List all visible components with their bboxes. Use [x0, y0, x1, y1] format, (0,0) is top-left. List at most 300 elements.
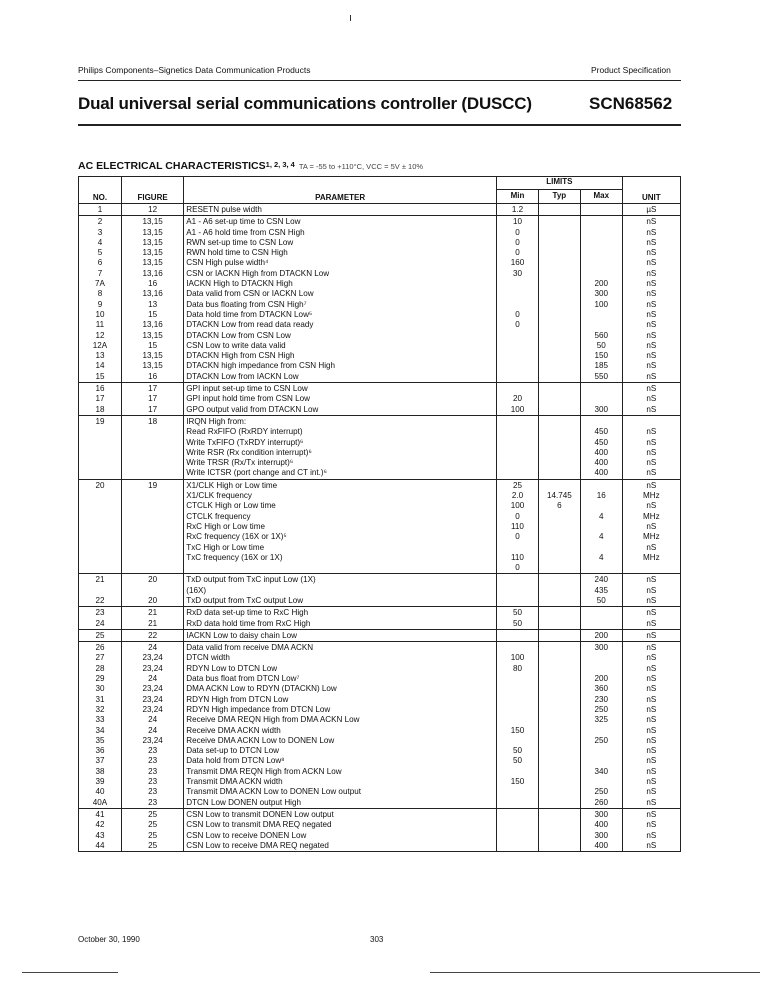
cell-unit: nS: [622, 216, 680, 228]
cell-parameter: Write TRSR (Rx/Tx interrupt)⁶: [184, 458, 497, 468]
table-row: [79, 394, 681, 404]
cell-no: 1: [79, 204, 122, 216]
table-row: [79, 695, 681, 705]
cell-figure: 13,15: [121, 228, 183, 238]
cell-min: 50: [497, 607, 539, 619]
cell-max: [580, 756, 622, 766]
cell-typ: [538, 820, 580, 830]
cell-no: [79, 458, 122, 468]
cell-max: [580, 310, 622, 320]
cell-unit: nS: [622, 479, 680, 491]
cell-typ: [538, 553, 580, 563]
cell-parameter: TxC frequency (16X or 1X): [184, 553, 497, 563]
cell-max: [580, 383, 622, 395]
table-row: [79, 448, 681, 458]
cell-min: 0: [497, 310, 539, 320]
cell-max: 450: [580, 427, 622, 437]
cell-figure: [121, 522, 183, 532]
cell-max: [580, 479, 622, 491]
cell-min: [497, 448, 539, 458]
section-notes: 1, 2, 3, 4: [265, 160, 295, 169]
cell-min: 0: [497, 238, 539, 248]
cell-figure: 23,24: [121, 653, 183, 663]
cell-max: 250: [580, 736, 622, 746]
cell-figure: 13,15: [121, 238, 183, 248]
cell-min: 100: [497, 501, 539, 511]
cell-unit: nS: [622, 746, 680, 756]
cell-max: [580, 228, 622, 238]
cell-min: 0: [497, 563, 539, 574]
cell-parameter: Data valid from receive DMA ACKN: [184, 642, 497, 654]
col-header-figure: FIGURE: [121, 177, 183, 204]
cell-parameter: X1/CLK frequency: [184, 491, 497, 501]
cell-max: [580, 522, 622, 532]
cell-min: [497, 289, 539, 299]
cell-figure: 25: [121, 841, 183, 852]
cell-min: [497, 787, 539, 797]
cell-typ: [538, 787, 580, 797]
cell-no: [79, 448, 122, 458]
cell-no: 5: [79, 248, 122, 258]
cell-max: 200: [580, 279, 622, 289]
cell-min: 10: [497, 216, 539, 228]
cell-typ: [538, 341, 580, 351]
cell-no: [79, 586, 122, 596]
cell-figure: 13,16: [121, 289, 183, 299]
table-row: [79, 586, 681, 596]
cell-figure: 13,15: [121, 216, 183, 228]
cell-unit: nS: [622, 522, 680, 532]
cell-unit: nS: [622, 238, 680, 248]
cell-unit: nS: [622, 427, 680, 437]
cell-figure: [121, 586, 183, 596]
cell-unit: [622, 415, 680, 427]
table-row: [79, 726, 681, 736]
cell-typ: [538, 798, 580, 809]
col-header-limits: LIMITS: [497, 177, 623, 190]
cell-parameter: Receive DMA ACKN Low to DONEN Low: [184, 736, 497, 746]
cell-parameter: DTCN Low DONEN output High: [184, 798, 497, 809]
cell-unit: nS: [622, 438, 680, 448]
cell-no: 11: [79, 320, 122, 330]
table-row: [79, 629, 681, 641]
cell-min: 30: [497, 269, 539, 279]
cell-unit: nS: [622, 458, 680, 468]
col-header-max: Max: [580, 190, 622, 204]
cell-figure: 19: [121, 479, 183, 491]
cell-unit: nS: [622, 619, 680, 630]
cell-max: [580, 746, 622, 756]
cell-min: 0: [497, 320, 539, 330]
cell-figure: 17: [121, 405, 183, 416]
cell-unit: nS: [622, 831, 680, 841]
cell-typ: [538, 258, 580, 268]
cell-parameter: DTACKN high impedance from CSN High: [184, 361, 497, 371]
cell-figure: 16: [121, 279, 183, 289]
cell-no: 44: [79, 841, 122, 852]
cell-min: [497, 458, 539, 468]
cell-typ: [538, 705, 580, 715]
cell-typ: [538, 351, 580, 361]
cell-figure: [121, 458, 183, 468]
cell-max: 4: [580, 532, 622, 542]
cell-max: [580, 204, 622, 216]
cell-typ: [538, 289, 580, 299]
table-row: [79, 841, 681, 852]
table-row: [79, 228, 681, 238]
cell-typ: [538, 415, 580, 427]
cell-no: 20: [79, 479, 122, 491]
cell-no: [79, 427, 122, 437]
cell-figure: 15: [121, 310, 183, 320]
cell-no: 21: [79, 574, 122, 586]
cell-max: 185: [580, 361, 622, 371]
cell-figure: 20: [121, 596, 183, 607]
table-row: [79, 553, 681, 563]
cell-typ: [538, 427, 580, 437]
cell-no: 43: [79, 831, 122, 841]
cell-min: [497, 705, 539, 715]
cell-unit: nS: [622, 468, 680, 479]
cell-parameter: RxC High or Low time: [184, 522, 497, 532]
cell-max: 300: [580, 405, 622, 416]
cell-no: 23: [79, 607, 122, 619]
table-row: [79, 501, 681, 511]
cell-figure: 24: [121, 726, 183, 736]
cell-no: 28: [79, 664, 122, 674]
cell-max: 240: [580, 574, 622, 586]
cell-max: 250: [580, 705, 622, 715]
cell-parameter: CSN High pulse width⁴: [184, 258, 497, 268]
cell-min: [497, 684, 539, 694]
cell-no: 19: [79, 415, 122, 427]
cell-min: [497, 279, 539, 289]
section-conditions: TA = -55 to +110°C, VCC = 5V ± 10%: [298, 162, 424, 171]
cell-no: 17: [79, 394, 122, 404]
cell-figure: 22: [121, 629, 183, 641]
cell-unit: nS: [622, 228, 680, 238]
cell-max: 200: [580, 629, 622, 641]
cell-min: [497, 468, 539, 479]
cell-parameter: Data bus floating from CSN High⁷: [184, 300, 497, 310]
cell-no: 10: [79, 310, 122, 320]
cell-min: [497, 341, 539, 351]
table-row: [79, 831, 681, 841]
cell-typ: [538, 619, 580, 630]
cell-max: [580, 238, 622, 248]
table-row: [79, 522, 681, 532]
cell-unit: nS: [622, 629, 680, 641]
table-row: [79, 216, 681, 228]
cell-max: 300: [580, 808, 622, 820]
cell-min: [497, 798, 539, 809]
cell-unit: nS: [622, 405, 680, 416]
cell-no: 33: [79, 715, 122, 725]
cell-no: 9: [79, 300, 122, 310]
cell-parameter: Data hold time from DTACKN Low⁵: [184, 310, 497, 320]
table-row: [79, 543, 681, 553]
cell-min: 25: [497, 479, 539, 491]
table-row: [79, 574, 681, 586]
cell-figure: 13,15: [121, 361, 183, 371]
cell-typ: [538, 383, 580, 395]
table-row: [79, 820, 681, 830]
cell-max: 50: [580, 341, 622, 351]
cell-parameter: Data bus float from DTCN Low⁷: [184, 674, 497, 684]
cell-typ: [538, 405, 580, 416]
cell-min: 50: [497, 756, 539, 766]
cell-min: [497, 351, 539, 361]
table-row: [79, 331, 681, 341]
table-row: [79, 736, 681, 746]
cell-unit: nS: [622, 820, 680, 830]
cell-typ: [538, 586, 580, 596]
table-row: [79, 372, 681, 383]
cell-figure: [121, 563, 183, 574]
cell-parameter: CSN Low to transmit DMA REQ negated: [184, 820, 497, 830]
cell-unit: MHz: [622, 512, 680, 522]
cell-unit: nS: [622, 372, 680, 383]
cell-figure: [121, 501, 183, 511]
cell-parameter: Write ICTSR (port change and CT int.)⁶: [184, 468, 497, 479]
cell-parameter: X1/CLK High or Low time: [184, 479, 497, 491]
cell-parameter: Data hold from DTCN Low⁸: [184, 756, 497, 766]
cell-no: [79, 553, 122, 563]
cell-typ: [538, 684, 580, 694]
footer-date: October 30, 1990: [78, 935, 140, 944]
cell-unit: nS: [622, 501, 680, 511]
table-row: [79, 468, 681, 479]
cell-parameter: TxD output from TxC input Low (1X): [184, 574, 497, 586]
cell-max: [580, 664, 622, 674]
cell-no: 27: [79, 653, 122, 663]
cell-max: 325: [580, 715, 622, 725]
cell-figure: 23: [121, 777, 183, 787]
cell-max: 400: [580, 448, 622, 458]
cell-figure: 21: [121, 607, 183, 619]
cell-figure: 23: [121, 787, 183, 797]
cell-min: [497, 372, 539, 383]
cell-unit: nS: [622, 248, 680, 258]
cell-parameter: DMA ACKN Low to RDYN (DTACKN) Low: [184, 684, 497, 694]
cell-unit: MHz: [622, 491, 680, 501]
cell-figure: 23: [121, 746, 183, 756]
cell-max: 16: [580, 491, 622, 501]
cell-figure: 12: [121, 204, 183, 216]
cell-no: 41: [79, 808, 122, 820]
cell-typ: [538, 674, 580, 684]
cell-parameter: CSN or IACKN High from DTACKN Low: [184, 269, 497, 279]
cell-figure: 25: [121, 808, 183, 820]
cell-min: [497, 715, 539, 725]
cell-no: [79, 491, 122, 501]
cell-parameter: Read RxFIFO (RxRDY interrupt): [184, 427, 497, 437]
cell-no: [79, 532, 122, 542]
cell-max: 400: [580, 468, 622, 479]
cell-no: 18: [79, 405, 122, 416]
cell-no: 36: [79, 746, 122, 756]
cell-figure: 15: [121, 341, 183, 351]
cell-no: 37: [79, 756, 122, 766]
cell-typ: [538, 642, 580, 654]
cell-min: [497, 831, 539, 841]
cell-figure: 17: [121, 383, 183, 395]
cell-parameter: IRQN High from:: [184, 415, 497, 427]
cell-min: [497, 695, 539, 705]
cell-parameter: CTCLK High or Low time: [184, 501, 497, 511]
cell-no: 4: [79, 238, 122, 248]
cell-max: 400: [580, 841, 622, 852]
cell-min: [497, 331, 539, 341]
table-row: [79, 808, 681, 820]
cell-parameter: Receive DMA ACKN width: [184, 726, 497, 736]
cell-parameter: Transmit DMA ACKN Low to DONEN Low output: [184, 787, 497, 797]
cell-typ: 6: [538, 501, 580, 511]
cell-unit: nS: [622, 695, 680, 705]
cell-figure: 24: [121, 674, 183, 684]
cell-no: 8: [79, 289, 122, 299]
cell-min: 150: [497, 777, 539, 787]
section-title-text: AC ELECTRICAL CHARACTERISTICS: [78, 160, 266, 172]
cell-min: [497, 415, 539, 427]
cell-no: 14: [79, 361, 122, 371]
table-row: [79, 204, 681, 216]
cell-min: [497, 543, 539, 553]
cell-no: [79, 512, 122, 522]
title-rule: [78, 124, 681, 126]
section-title: [78, 160, 423, 172]
cell-typ: [538, 479, 580, 491]
cell-parameter: Receive DMA REQN High from DMA ACKN Low: [184, 715, 497, 725]
cell-parameter: DTACKN Low from IACKN Low: [184, 372, 497, 383]
table-row: [79, 798, 681, 809]
cell-typ: [538, 563, 580, 574]
cell-unit: nS: [622, 767, 680, 777]
cell-typ: [538, 596, 580, 607]
cell-figure: [121, 553, 183, 563]
cell-min: [497, 586, 539, 596]
cell-no: [79, 522, 122, 532]
cell-parameter: TxD output from TxC output Low: [184, 596, 497, 607]
cell-unit: nS: [622, 351, 680, 361]
cell-unit: nS: [622, 448, 680, 458]
table-row: [79, 310, 681, 320]
table-row: [79, 361, 681, 371]
cell-figure: 13,15: [121, 258, 183, 268]
cell-typ: [538, 331, 580, 341]
cell-parameter: DTACKN Low from CSN Low: [184, 331, 497, 341]
col-header-min: Min: [497, 190, 539, 204]
cell-typ: 14.745: [538, 491, 580, 501]
cell-unit: nS: [622, 808, 680, 820]
cell-parameter: CSN Low to receive DMA REQ negated: [184, 841, 497, 852]
footer-page-number: 303: [370, 935, 384, 944]
table-row: [79, 405, 681, 416]
cell-min: [497, 767, 539, 777]
cell-max: 300: [580, 289, 622, 299]
cell-parameter: Transmit DMA ACKN width: [184, 777, 497, 787]
cell-typ: [538, 695, 580, 705]
cell-parameter: A1 - A6 hold time from CSN High: [184, 228, 497, 238]
cell-parameter: GPO output valid from DTACKN Low: [184, 405, 497, 416]
ac-characteristics-table: [78, 176, 681, 852]
cell-typ: [538, 736, 580, 746]
cell-max: 560: [580, 331, 622, 341]
cell-min: 50: [497, 619, 539, 630]
cell-parameter: A1 - A6 set-up time to CSN Low: [184, 216, 497, 228]
cell-max: [580, 216, 622, 228]
cell-unit: nS: [622, 798, 680, 809]
cell-figure: [121, 512, 183, 522]
table-row: [79, 512, 681, 522]
cell-typ: [538, 574, 580, 586]
page-title: Dual universal serial communications controller (DUSCC): [78, 94, 532, 113]
cell-no: [79, 563, 122, 574]
part-number: SCN68562: [589, 94, 673, 113]
cell-typ: [538, 756, 580, 766]
cell-parameter: RxC frequency (16X or 1X)⁵: [184, 532, 497, 542]
table-row: [79, 664, 681, 674]
cell-max: 400: [580, 458, 622, 468]
cell-unit: nS: [622, 331, 680, 341]
cell-typ: [538, 458, 580, 468]
cell-unit: nS: [622, 642, 680, 654]
table-row: [79, 269, 681, 279]
cell-parameter: Write RSR (Rx condition interrupt)⁶: [184, 448, 497, 458]
table-row: [79, 438, 681, 448]
cell-figure: 21: [121, 619, 183, 630]
cell-min: [497, 574, 539, 586]
cell-typ: [538, 300, 580, 310]
cell-figure: 23,24: [121, 705, 183, 715]
table-row: [79, 383, 681, 395]
cell-unit: nS: [622, 394, 680, 404]
cell-typ: [538, 279, 580, 289]
cell-unit: MHz: [622, 532, 680, 542]
cell-no: 34: [79, 726, 122, 736]
cell-no: 12: [79, 331, 122, 341]
cell-unit: nS: [622, 664, 680, 674]
cell-no: 38: [79, 767, 122, 777]
cell-parameter: GPI input set-up time to CSN Low: [184, 383, 497, 395]
cell-max: 450: [580, 438, 622, 448]
cell-min: [497, 820, 539, 830]
cell-figure: 13: [121, 300, 183, 310]
cell-figure: 17: [121, 394, 183, 404]
cell-unit: nS: [622, 361, 680, 371]
cell-max: [580, 258, 622, 268]
cell-no: 31: [79, 695, 122, 705]
cell-no: 40A: [79, 798, 122, 809]
cell-parameter: DTACKN Low from read data ready: [184, 320, 497, 330]
cell-unit: MHz: [622, 553, 680, 563]
table-row: [79, 756, 681, 766]
cell-no: [79, 468, 122, 479]
cell-typ: [538, 715, 580, 725]
cell-no: 24: [79, 619, 122, 630]
cell-max: [580, 653, 622, 663]
cell-unit: nS: [622, 653, 680, 663]
header-rule: [78, 80, 681, 81]
cell-unit: µS: [622, 204, 680, 216]
cell-unit: nS: [622, 320, 680, 330]
cell-min: [497, 596, 539, 607]
cell-typ: [538, 228, 580, 238]
table-row: [79, 258, 681, 268]
cell-max: [580, 269, 622, 279]
cell-figure: [121, 491, 183, 501]
table-row: [79, 674, 681, 684]
